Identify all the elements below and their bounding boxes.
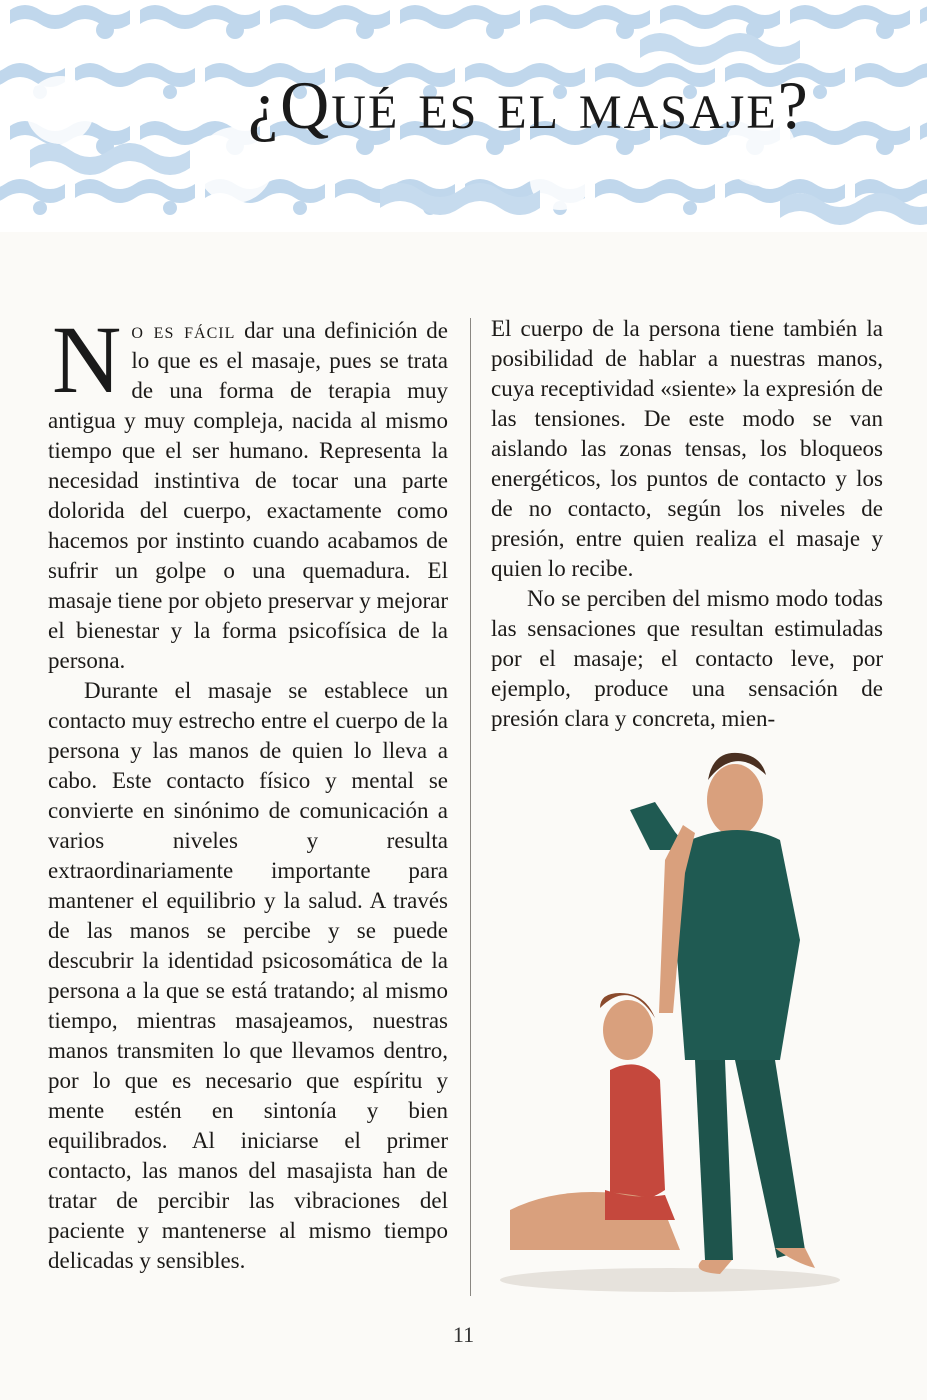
drop-cap: N [52,306,122,413]
article-paragraph-2: Durante el masaje se establece un contacto muy estrecho entre el cuerpo de la persona y las manos de quien lo lleva a cabo. Este contacto físico y mental se convierte en sinónimo de comunicación a varios niveles y resulta extraordinariamente importante para mantener el equilibrio y la salud. A través de las manos se percibe y se puede descubrir la identidad psicosomática de la persona a la que se está tratando; al mismo tiempo, mientras masajeamos, nuestras manos transmiten lo que llevamos dentro, por lo que es necesario que espíritu y mente estén en sintonía y bien equilibrados. Al iniciarse el primer contacto, las manos del masajista han de tratar de percibir las vibraciones del paciente y mantenerse al mismo tiempo delicadas y sensibles. [48,678,448,1273]
massage-stretch-photo [490,740,870,1300]
article-paragraph-3: El cuerpo de la persona tiene también la posibilidad de hablar a nuestras manos, cuya receptividad «siente» la expresión de las tensiones. De este modo se van aislando las zonas tensas, los bloqueos energéticos, los puntos de contacto y los de no contacto, según los niveles de presión, entre quien realiza el masaje y quien lo recibe. [491,316,883,581]
therapist-figure [630,753,815,1274]
paragraph-text: dar una definición de lo que es el masaje, pues se trata de una forma de terapia muy antigua y muy compleja, nacida al mismo tiempo que el ser humano. Representa la necesidad instintiva de tocar una parte dolorida del cuerpo, exactamente como hacemos por instinto cuando acabamos de sufrir un golpe o una quemadura. El masaje tiene por objeto preservar y mejorar el bienestar y la forma psicofísica de la persona. [48,318,448,673]
lead-in-text: o es fácil [131,318,236,343]
column-divider [470,318,471,1296]
header-pattern-band [0,0,927,232]
patient-figure [510,825,695,1250]
page-number: 11 [452,1322,475,1347]
article-column-right [491,314,883,734]
article-paragraph-4: No se perciben del mismo modo todas las sensaciones que resultan estimuladas por el masaje; el contacto leve, por ejemplo, produce una sensación de presión clara y concreta, mien- [491,586,883,731]
article-paragraph-1 [48,306,448,676]
article-column-left [48,306,448,1276]
page-title: ¿Qué es el masaje? [248,67,810,143]
